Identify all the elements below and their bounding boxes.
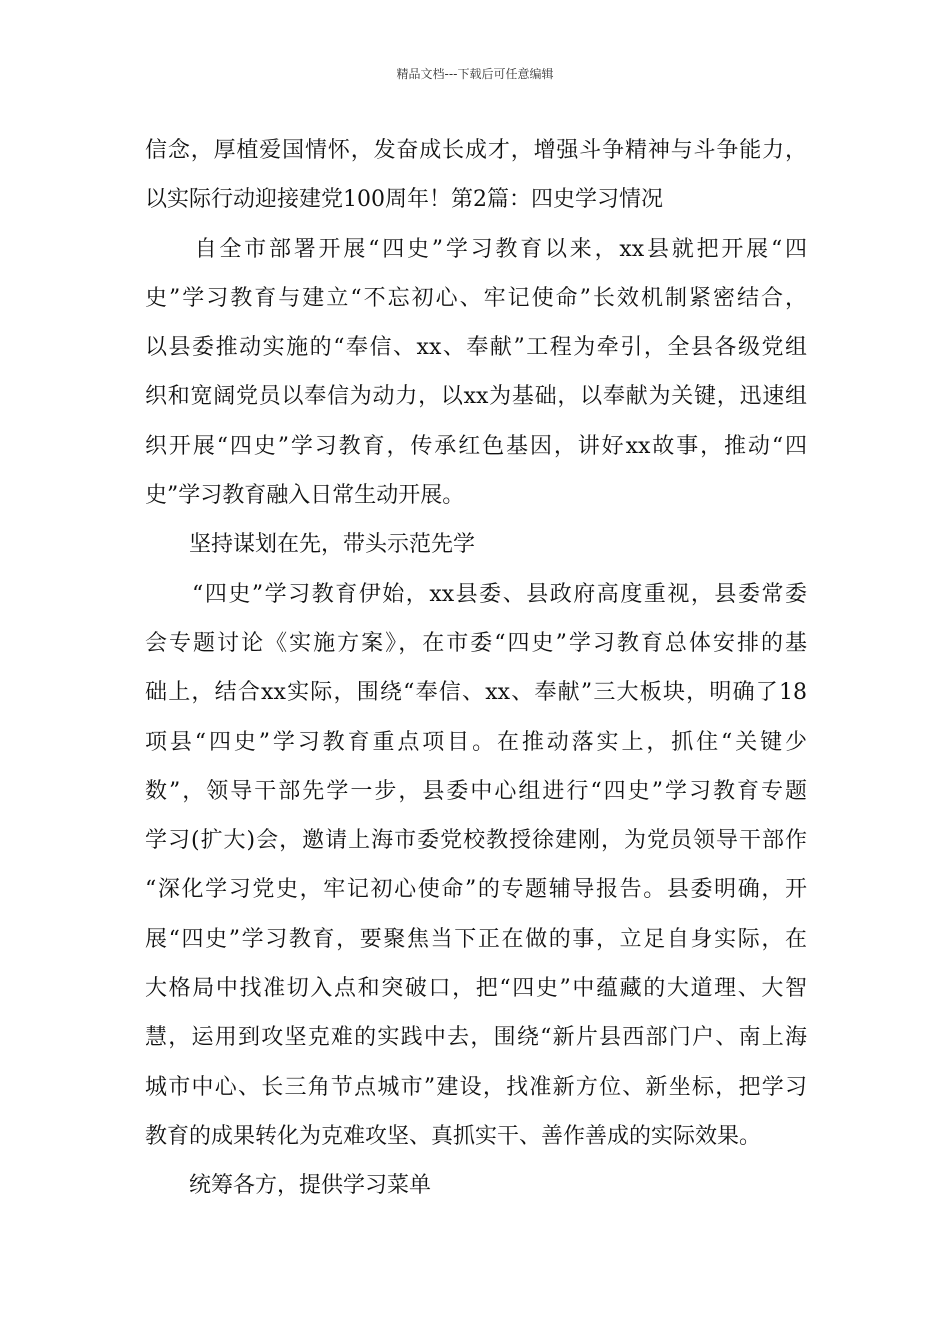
text-line: 以实际行动迎接建党100周年！第2篇：四史学习情况 xyxy=(145,187,663,213)
text-line: “四史”学习教育伊始，xx县委、县政府高度重视，县委常委 xyxy=(145,581,807,607)
text-line: 数”，领导干部先学一步，县委中心组进行“四史”学习教育专题 xyxy=(145,778,807,804)
text-line: 教育的成果转化为克难攻坚、真抓实干、善作善成的实际效果。 xyxy=(145,1123,762,1149)
text-line: 展“四史”学习教育，要聚焦当下正在做的事，立足自身实际，在 xyxy=(145,926,807,952)
text-line: 础上，结合xx实际，围绕“奉信、xx、奉献”三大板块，明确了18 xyxy=(145,680,807,706)
section-heading: 统筹各方，提供学习菜单 xyxy=(145,1173,432,1199)
text-line: 史”学习教育融入日常生动开展。 xyxy=(145,483,465,509)
text-line: 大格局中找准切入点和突破口，把“四史”中蕴藏的大道理、大智 xyxy=(145,976,807,1002)
page-header: 精品文档---下载后可任意编辑 xyxy=(396,67,554,81)
text-line: 信念，厚植爱国情怀，发奋成长成才，增强斗争精神与斗争能力， xyxy=(145,138,807,163)
document-body xyxy=(145,126,807,1211)
section-heading: 坚持谋划在先，带头示范先学 xyxy=(145,532,476,558)
text-line: 城市中心、长三角节点城市”建设，找准新方位、新坐标，把学习 xyxy=(145,1074,807,1100)
text-line: 慧，运用到攻坚克难的实践中去，围绕“新片县西部门户、南上海 xyxy=(145,1025,807,1051)
text-line: 项县“四史”学习教育重点项目。在推动落实上，抓住“关键少 xyxy=(145,729,807,755)
text-line: 以县委推动实施的“奉信、xx、奉献”工程为牵引，全县各级党组 xyxy=(145,335,807,361)
text-line: 自全市部署开展“四史”学习教育以来，xx县就把开展“四 xyxy=(145,236,807,262)
text-line: 会专题讨论《实施方案》，在市委“四史”学习教育总体安排的基 xyxy=(145,630,807,656)
text-line: “深化学习党史，牢记初心使命”的专题辅导报告。县委明确，开 xyxy=(145,877,807,903)
text-line: 学习(扩大)会，邀请上海市委党校教授徐建刚，为党员领导干部作 xyxy=(145,828,807,854)
text-line: 织开展“四史”学习教育，传承红色基因，讲好xx故事，推动“四 xyxy=(145,433,807,459)
text-line: 织和宽阔党员以奉信为动力，以xx为基础，以奉献为关键，迅速组 xyxy=(145,384,807,410)
text-line: 史”学习教育与建立“不忘初心、牢记使命”长效机制紧密结合， xyxy=(145,285,807,311)
